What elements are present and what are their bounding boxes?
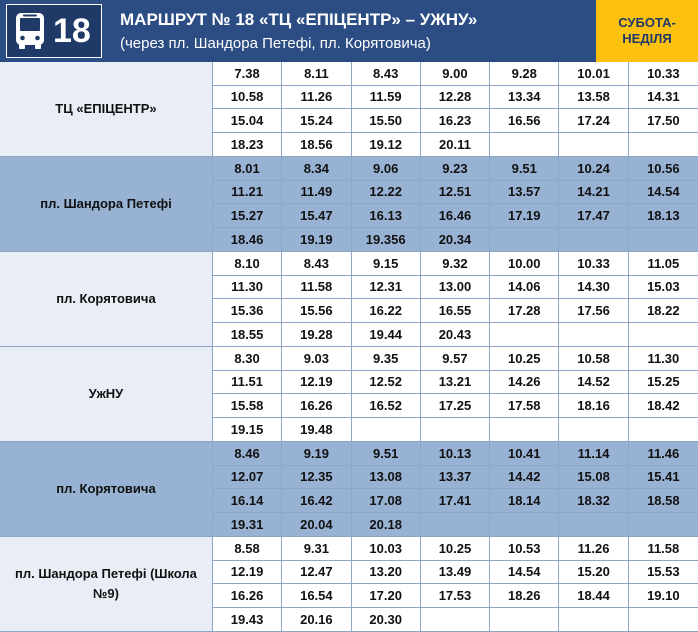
departure-time: 9.19 xyxy=(282,442,351,465)
departure-time: 18.13 xyxy=(629,204,698,227)
departure-time: 17.58 xyxy=(490,394,559,417)
departure-time: 17.24 xyxy=(559,109,628,132)
timetable xyxy=(0,62,698,632)
departure-time: 13.34 xyxy=(490,86,559,109)
stop-block xyxy=(0,157,698,252)
departure-time xyxy=(490,228,559,252)
departure-time: 17.19 xyxy=(490,204,559,227)
departure-time: 17.41 xyxy=(421,489,490,512)
stop-name: ТЦ «ЕПІЦЕНТР» xyxy=(0,62,213,156)
departure-time: 11.30 xyxy=(629,347,698,370)
departure-time xyxy=(629,133,698,157)
departure-time: 16.56 xyxy=(490,109,559,132)
departure-time: 10.24 xyxy=(559,157,628,180)
departure-time: 11.21 xyxy=(213,181,282,204)
time-row xyxy=(213,323,698,347)
time-row xyxy=(213,276,698,300)
departure-time: 10.13 xyxy=(421,442,490,465)
departure-time: 20.30 xyxy=(352,608,421,632)
departure-time: 13.37 xyxy=(421,466,490,489)
departure-time: 13.57 xyxy=(490,181,559,204)
departure-time: 12.47 xyxy=(282,561,351,584)
departure-time: 17.47 xyxy=(559,204,628,227)
stop-name: пл. Корятовича xyxy=(0,252,213,346)
departure-time: 20.34 xyxy=(421,228,490,252)
departure-time: 10.33 xyxy=(629,62,698,85)
departure-time: 12.07 xyxy=(213,466,282,489)
departure-time: 11.46 xyxy=(629,442,698,465)
departure-time: 15.03 xyxy=(629,276,698,299)
departure-time: 19.44 xyxy=(352,323,421,347)
departure-time: 15.36 xyxy=(213,299,282,322)
departure-time: 16.13 xyxy=(352,204,421,227)
stop-name: УжНУ xyxy=(0,347,213,441)
departure-time: 12.51 xyxy=(421,181,490,204)
departure-time: 7.38 xyxy=(213,62,282,85)
departure-time: 17.56 xyxy=(559,299,628,322)
time-row xyxy=(213,109,698,133)
departure-time: 16.23 xyxy=(421,109,490,132)
departure-time: 16.52 xyxy=(352,394,421,417)
departure-time: 10.25 xyxy=(490,347,559,370)
departure-time: 18.46 xyxy=(213,228,282,252)
departure-time: 17.50 xyxy=(629,109,698,132)
header xyxy=(0,0,698,62)
route-subtitle: (через пл. Шандора Петефі, пл. Корятовича) xyxy=(120,35,431,52)
departure-time: 18.44 xyxy=(559,584,628,607)
time-row xyxy=(213,133,698,157)
time-row xyxy=(213,584,698,608)
days-line-2: НЕДІЛЯ xyxy=(622,31,672,46)
departure-time: 12.19 xyxy=(213,561,282,584)
departure-time: 18.23 xyxy=(213,133,282,157)
departure-time: 13.08 xyxy=(352,466,421,489)
departure-time: 17.25 xyxy=(421,394,490,417)
departure-time: 19.43 xyxy=(213,608,282,632)
departure-time: 8.43 xyxy=(282,252,351,275)
departure-time: 14.06 xyxy=(490,276,559,299)
departure-time: 15.58 xyxy=(213,394,282,417)
departure-time: 11.05 xyxy=(629,252,698,275)
departure-time: 10.56 xyxy=(629,157,698,180)
departure-time xyxy=(490,133,559,157)
departure-time xyxy=(490,323,559,347)
bus-icon xyxy=(13,11,47,51)
departure-time xyxy=(490,418,559,442)
time-row xyxy=(213,513,698,537)
stop-times xyxy=(213,157,698,251)
departure-time: 13.20 xyxy=(352,561,421,584)
departure-time: 9.15 xyxy=(352,252,421,275)
departure-time: 12.31 xyxy=(352,276,421,299)
time-row xyxy=(213,62,698,86)
time-row xyxy=(213,204,698,228)
departure-time: 16.22 xyxy=(352,299,421,322)
departure-time: 16.46 xyxy=(421,204,490,227)
departure-time: 10.33 xyxy=(559,252,628,275)
days-line-1: СУБОТА- xyxy=(618,15,676,30)
time-row xyxy=(213,442,698,466)
time-row xyxy=(213,561,698,585)
departure-time: 18.58 xyxy=(629,489,698,512)
departure-time: 8.46 xyxy=(213,442,282,465)
departure-time: 16.54 xyxy=(282,584,351,607)
departure-time: 16.26 xyxy=(213,584,282,607)
time-row xyxy=(213,252,698,276)
time-row xyxy=(213,86,698,110)
departure-time: 9.00 xyxy=(421,62,490,85)
departure-time: 15.56 xyxy=(282,299,351,322)
departure-time: 20.11 xyxy=(421,133,490,157)
stop-times xyxy=(213,347,698,441)
days-badge xyxy=(596,0,698,62)
departure-time: 10.25 xyxy=(421,537,490,560)
departure-time: 11.49 xyxy=(282,181,351,204)
time-row xyxy=(213,299,698,323)
departure-time: 8.10 xyxy=(213,252,282,275)
time-row xyxy=(213,347,698,371)
departure-time: 13.00 xyxy=(421,276,490,299)
departure-time: 19.12 xyxy=(352,133,421,157)
departure-time: 13.21 xyxy=(421,371,490,394)
departure-time: 12.19 xyxy=(282,371,351,394)
route-number: 18 xyxy=(53,11,91,50)
departure-time: 16.26 xyxy=(282,394,351,417)
stop-name: пл. Шандора Петефі xyxy=(0,157,213,251)
departure-time: 19.48 xyxy=(282,418,351,442)
time-row xyxy=(213,466,698,490)
time-row xyxy=(213,394,698,418)
departure-time: 11.26 xyxy=(559,537,628,560)
departure-time: 16.14 xyxy=(213,489,282,512)
departure-time: 11.58 xyxy=(282,276,351,299)
route-badge xyxy=(6,4,102,58)
departure-time: 15.20 xyxy=(559,561,628,584)
departure-time: 14.26 xyxy=(490,371,559,394)
departure-time: 12.35 xyxy=(282,466,351,489)
departure-time: 20.18 xyxy=(352,513,421,537)
departure-time: 15.53 xyxy=(629,561,698,584)
departure-time: 8.58 xyxy=(213,537,282,560)
departure-time: 15.47 xyxy=(282,204,351,227)
time-row xyxy=(213,228,698,252)
departure-time: 15.41 xyxy=(629,466,698,489)
departure-time: 17.53 xyxy=(421,584,490,607)
departure-time: 11.59 xyxy=(352,86,421,109)
departure-time: 14.42 xyxy=(490,466,559,489)
departure-time xyxy=(421,608,490,632)
departure-time: 16.42 xyxy=(282,489,351,512)
departure-time xyxy=(559,323,628,347)
departure-time: 9.57 xyxy=(421,347,490,370)
time-row xyxy=(213,157,698,181)
departure-time: 11.58 xyxy=(629,537,698,560)
departure-time xyxy=(629,513,698,537)
time-row xyxy=(213,608,698,632)
stop-name: пл. Корятовича xyxy=(0,442,213,536)
departure-time: 8.43 xyxy=(352,62,421,85)
departure-time: 8.34 xyxy=(282,157,351,180)
departure-time: 11.26 xyxy=(282,86,351,109)
departure-time xyxy=(352,418,421,442)
departure-time: 10.58 xyxy=(213,86,282,109)
departure-time xyxy=(421,418,490,442)
departure-time xyxy=(629,323,698,347)
departure-time xyxy=(490,608,559,632)
departure-time: 16.55 xyxy=(421,299,490,322)
departure-time: 9.31 xyxy=(282,537,351,560)
departure-time: 17.08 xyxy=(352,489,421,512)
departure-time xyxy=(490,513,559,537)
departure-time: 18.16 xyxy=(559,394,628,417)
departure-time: 8.11 xyxy=(282,62,351,85)
departure-time: 13.49 xyxy=(421,561,490,584)
departure-time: 11.14 xyxy=(559,442,628,465)
departure-time: 9.51 xyxy=(490,157,559,180)
departure-time: 8.30 xyxy=(213,347,282,370)
departure-time: 10.53 xyxy=(490,537,559,560)
departure-time: 18.56 xyxy=(282,133,351,157)
departure-time xyxy=(559,513,628,537)
departure-time xyxy=(559,418,628,442)
departure-time: 18.22 xyxy=(629,299,698,322)
departure-time: 14.54 xyxy=(490,561,559,584)
departure-time: 19.28 xyxy=(282,323,351,347)
departure-time: 9.23 xyxy=(421,157,490,180)
departure-time: 13.58 xyxy=(559,86,628,109)
departure-time: 14.31 xyxy=(629,86,698,109)
departure-time xyxy=(559,133,628,157)
departure-time: 18.14 xyxy=(490,489,559,512)
departure-time: 10.00 xyxy=(490,252,559,275)
departure-time: 17.28 xyxy=(490,299,559,322)
time-row xyxy=(213,371,698,395)
departure-time: 14.54 xyxy=(629,181,698,204)
departure-time: 18.42 xyxy=(629,394,698,417)
departure-time: 15.08 xyxy=(559,466,628,489)
departure-time: 15.25 xyxy=(629,371,698,394)
departure-time: 12.22 xyxy=(352,181,421,204)
departure-time: 11.30 xyxy=(213,276,282,299)
departure-time: 19.15 xyxy=(213,418,282,442)
departure-time: 10.58 xyxy=(559,347,628,370)
departure-time: 11.51 xyxy=(213,371,282,394)
departure-time: 14.52 xyxy=(559,371,628,394)
departure-time: 20.16 xyxy=(282,608,351,632)
departure-time: 19.356 xyxy=(352,228,421,252)
departure-time: 12.28 xyxy=(421,86,490,109)
departure-time: 10.41 xyxy=(490,442,559,465)
departure-time: 10.03 xyxy=(352,537,421,560)
departure-time: 14.30 xyxy=(559,276,628,299)
time-row xyxy=(213,181,698,205)
departure-time: 18.55 xyxy=(213,323,282,347)
departure-time: 9.06 xyxy=(352,157,421,180)
departure-time: 8.01 xyxy=(213,157,282,180)
departure-time: 9.28 xyxy=(490,62,559,85)
departure-time xyxy=(629,228,698,252)
departure-time: 9.51 xyxy=(352,442,421,465)
departure-time: 15.24 xyxy=(282,109,351,132)
departure-time xyxy=(421,513,490,537)
stop-block xyxy=(0,442,698,537)
stop-times xyxy=(213,442,698,536)
departure-time: 14.21 xyxy=(559,181,628,204)
departure-time xyxy=(559,608,628,632)
time-row xyxy=(213,489,698,513)
departure-time: 19.31 xyxy=(213,513,282,537)
stop-times xyxy=(213,537,698,631)
departure-time: 20.04 xyxy=(282,513,351,537)
time-row xyxy=(213,537,698,561)
stop-name: пл. Шандора Петефі (Школа №9) xyxy=(0,537,213,631)
departure-time: 12.52 xyxy=(352,371,421,394)
departure-time xyxy=(629,608,698,632)
stop-block xyxy=(0,537,698,632)
departure-time: 18.32 xyxy=(559,489,628,512)
departure-time: 9.03 xyxy=(282,347,351,370)
departure-time: 19.19 xyxy=(282,228,351,252)
departure-time: 9.35 xyxy=(352,347,421,370)
departure-time: 20.43 xyxy=(421,323,490,347)
departure-time: 15.27 xyxy=(213,204,282,227)
time-row xyxy=(213,418,698,442)
stop-block xyxy=(0,347,698,442)
stop-block xyxy=(0,62,698,157)
departure-time xyxy=(559,228,628,252)
stop-block xyxy=(0,252,698,347)
departure-time: 18.26 xyxy=(490,584,559,607)
departure-time: 17.20 xyxy=(352,584,421,607)
departure-time xyxy=(629,418,698,442)
departure-time: 19.10 xyxy=(629,584,698,607)
stop-times xyxy=(213,62,698,156)
departure-time: 15.04 xyxy=(213,109,282,132)
departure-time: 10.01 xyxy=(559,62,628,85)
departure-time: 9.32 xyxy=(421,252,490,275)
departure-time: 15.50 xyxy=(352,109,421,132)
stop-times xyxy=(213,252,698,346)
route-title: МАРШРУТ № 18 «ТЦ «ЕПІЦЕНТР» – УЖНУ» xyxy=(120,10,478,29)
